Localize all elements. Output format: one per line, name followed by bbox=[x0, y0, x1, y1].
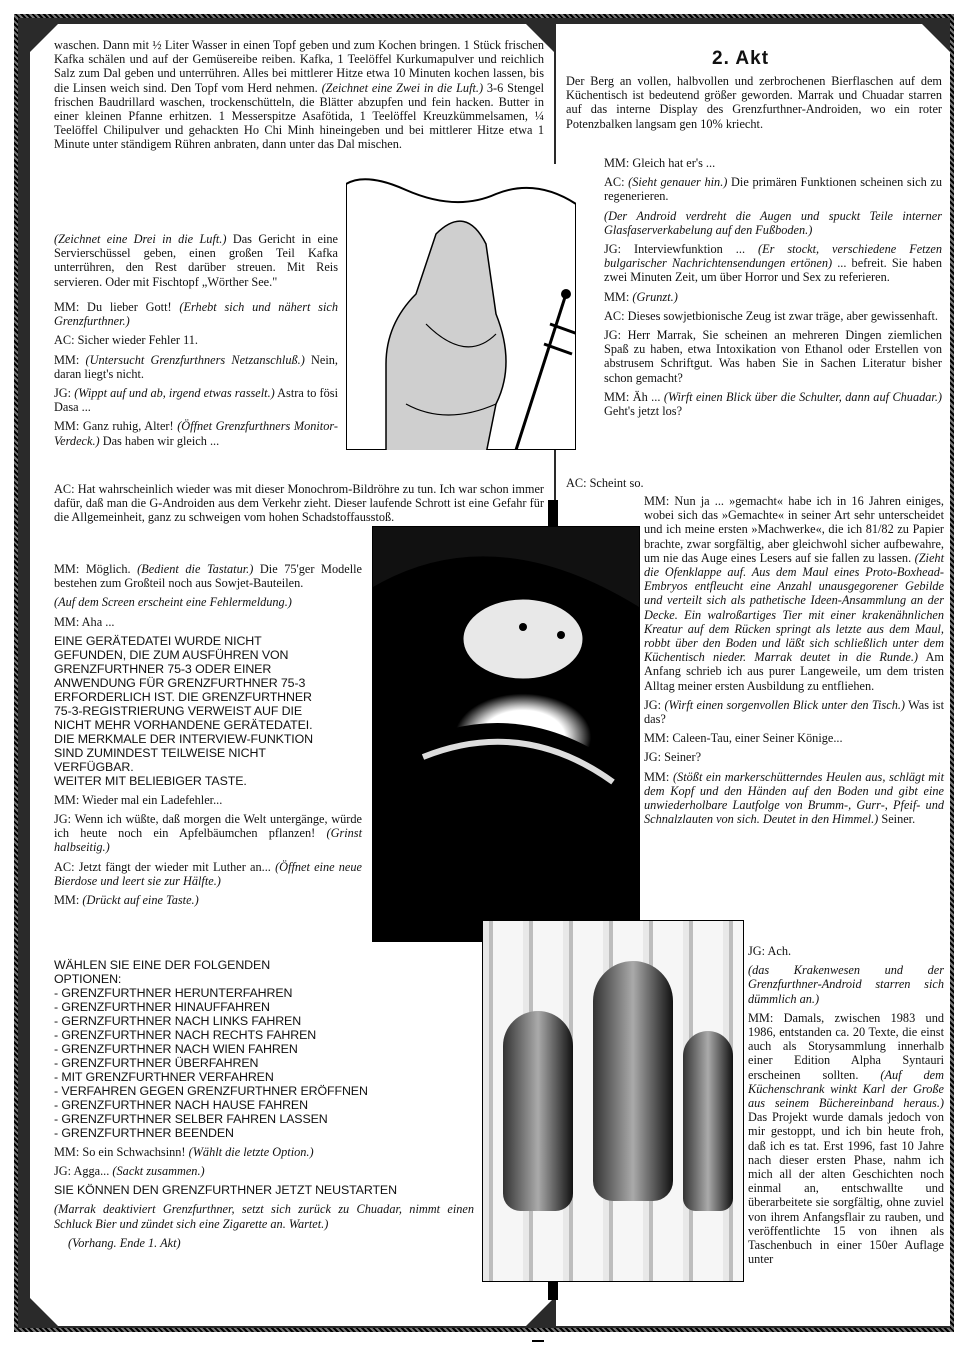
dialog-line-ac: AC: Scheint so. bbox=[566, 476, 644, 490]
act-2-dialog-bottom bbox=[748, 944, 944, 1271]
recipe-paragraph: Das Gericht in eine Servierschüssel geben, einen großen Teil Kafka unterrühren, den Rest darüber streuen. Mit Reis servieren. Oder mit Fischtopf „Wörther See." bbox=[54, 232, 338, 289]
dialog-line: JG: (Wirft einen sorgenvollen Blick unter den Tisch.) Was ist das? bbox=[644, 697, 944, 727]
dialog-line: (das Krakenwesen und der Grenzfurthner-Android starren sich dümmlich an.) bbox=[748, 963, 944, 1006]
dialog-block-3 bbox=[54, 562, 362, 912]
dialog-line: MM: Möglich. (Bedient die Tastatur.) Die 75'ger Modelle bestehen zum Großteil noch aus Sowjet-Bauteilen. bbox=[54, 562, 362, 591]
page-mark bbox=[532, 1340, 544, 1342]
dialog-line: JG: Ach. bbox=[748, 944, 792, 958]
dialog-line: AC: Dieses sowjetbionische Zeug ist zwar träge, aber gewissenhaft. bbox=[604, 308, 938, 323]
dialog-line: (Auf dem Screen erscheint eine Fehlermeldung.) bbox=[54, 595, 292, 610]
dialog-line: MM: So ein Schwachsinn! (Wählt die letzte Option.) bbox=[54, 1145, 314, 1159]
dialog-line: MM: Wieder mal ein Ladefehler... bbox=[54, 792, 223, 807]
dialog-line: AC: Sicher wieder Fehler 11. bbox=[54, 333, 198, 348]
dialog-block-1 bbox=[54, 300, 338, 453]
dialog-line: JG: Agga... (Sackt zusammen.) bbox=[54, 1164, 205, 1179]
dialog-block-2 bbox=[54, 482, 544, 530]
dialog-line: MM: Caleen-Tau, einer Seiner Könige... bbox=[644, 731, 843, 746]
dialog-line: MM: Nun ja ... »gemacht« habe ich in 16 Jahren einiges, wobei sich das »Gemachte« in seiner Art sehr unterscheidet und ich meine ersten »Machwerke«, die ich 81/82 zu Papier brachte, zwar sorgfältig, aber gleichwohl sicher aufbewahre, um nie das Auge eines Lesers auf sie fallen zu lassen. (Zieht die Ofenklappe auf. Aus dem Maul eines Proto-Boxhead-Embryos entfleucht eine Anzahl unausgegorener Gebilde und verteilt sich als pathetische Ideen-Ansammlung an der Decke. Ein walroßartiges Tier mit einer krakenähnlichen Kreatur auf dem Rücken springt als letzte aus dem Maul, robbt über den Boden und läßt sich schließlich unter dem Küchentisch nieder. Marrak deutet in die Runde.) Am Anfang schrieb ich aus purer Langeweile, um dem tristen Alltag meiner ersten Ausbildung zu entfliehen. bbox=[644, 494, 944, 693]
act-2-dialog-lower bbox=[644, 494, 944, 831]
stage-direction: (Zeichnet eine Drei in die Luft.) bbox=[54, 232, 227, 246]
recipe-paragraph: 3-6 Stengel frischen Baudrillard waschen, trockenschütteln, die Blätter abzupfen und fein hacken. Butter in einer kleinen Pfanne erhitzen. 1 Messerspitze Asafötida, 1 Teelöffel Kreuzkümmelsamen, ¼ Teelöffel Chilipulver und gehackten Ho Chi Minh hineingeben und bei mittlerer Hitze etwa 1 Minute unter ständigem Rühren anbraten, dann unter das Dal mischen. bbox=[54, 80, 545, 152]
curtain-note: (Vorhang. Ende 1. Akt) bbox=[68, 1235, 181, 1250]
act-title: 2. Akt bbox=[712, 48, 770, 69]
dialog-line: MM: Aha ... bbox=[54, 614, 115, 629]
dialog-line: MM: Ganz ruhig, Alter! (Öffnet Grenzfurthners Monitor-Verdeck.) Das haben wir gleich ... bbox=[54, 419, 338, 448]
dialog-line: MM: (Drückt auf eine Taste.) bbox=[54, 893, 199, 908]
stage-direction: (Zeichnet eine Zwei in die Luft.) bbox=[321, 80, 484, 95]
dialog-line: MM: Äh ... (Wirft einen Blick über die Schulter, dann auf Chuadar.) Geht's jetzt los? bbox=[604, 389, 942, 419]
dialog-line: JG: Wenn ich wüßte, daß morgen die Welt untergänge, würde ich heute noch ein Apfelbäumchen pflanzen! (Grinst halbseitig.) bbox=[54, 812, 363, 855]
dialog-line: AC: Jetzt fängt der wieder mit Luther an... (Öffnet eine neue Bierdose und leert sie zur Hälfte.) bbox=[54, 859, 362, 888]
dialog-line: JG: Seiner? bbox=[644, 750, 702, 765]
bottles-photo bbox=[482, 920, 744, 1282]
pope-illustration bbox=[346, 164, 576, 450]
dialog-line: JG: (Wippt auf und ab, irgend etwas rasselt.) Astra to fösi Dasa ... bbox=[54, 386, 338, 415]
dialog-line: AC: (Sieht genauer hin.) Die primären Funktionen scheinen sich zu regenerieren. bbox=[604, 175, 942, 204]
dialog-line: AC: Hat wahrscheinlich wieder was mit dieser Monochrom-Bildröhre zu tun. Ich war schon immer dafür, daß man die G-Androiden aus dem Verkehr zieht. Dieser laufende Schrott ist eine Gefahr für die Allgemeinheit, ganz zu schweigen vom hohen Schadstoffausstoß. bbox=[54, 482, 544, 525]
dialog-line: MM: (Untersucht Grenzfurthners Netzanschluß.) Nein, daran liegt's nicht. bbox=[54, 352, 339, 381]
stage-direction: (Marrak deaktiviert Grenzfurthner, setzt sich zurück zu Chuadar, nimmt einen Schluck Bier und zündet sich eine Zigarette an. Wartet.) bbox=[54, 1202, 474, 1231]
dialog-line: (Der Android verdreht die Augen und spuckt Teile interner Glasfaserverkabelung auf den Fußboden.) bbox=[604, 208, 942, 237]
dialog-line: MM: Damals, zwischen 1983 und 1986, entstanden ca. 20 Texte, die einst auch als Storysammlung innerhalb einer Edition Alpha Syntauri erscheinen sollten. (Auf dem Küchenschrank winkt Karl der Große aus seinem Büchereinband heraus.) Das Projekt wurde damals jedoch von mir gestoppt, und ich bin heute froh, daß ich es tat. Erst 1996, fast 10 Jahre nach dieser ersten Phase, nahm ich mich all der alten Geschichten noch einmal an, entschwallte und überarbeitete sie sorgfältig, ohne zuviel von ihrem Anfangsflair zu rauben, und veröffentlichte 15 von ihnen als Taschenbuch in einer 150er Auflage unter bbox=[748, 1010, 944, 1267]
act-2-dialog bbox=[604, 156, 942, 423]
act-2-intro: Der Berg an vollen, halbvollen und zerbrochenen Bierflaschen auf dem Küchentisch ist bedeutend größer geworden. Marrak und Chuadar starren auf das interne Display des Grenzfurthner-Androiden, wo ein roter Potenzbalken langsam gen 10% kriecht. bbox=[566, 74, 942, 131]
mouth-photo bbox=[372, 526, 640, 942]
recipe-paragraph: waschen. Dann mit ½ Liter Wasser in einen Topf geben und zum Kochen bringen. 1 Stück frischen Kafka schälen und auf der Gemüsereibe reiben. Kafka, 1 Teelöffel Kurkumapulver und reichlich Salz zum Dal geben und unterrühren. Alles bei mittlerer Hitze etwa 10 Minuten kochen lassen, bis die Linsen weich sind. Den Topf vom Herd nehmen. bbox=[54, 38, 544, 95]
recipe-text-narrow bbox=[54, 232, 338, 294]
dialog-line: JG: Interviewfunktion ... (Er stockt, verschiedene Fetzen bulgarischer Nachrichtensendungen ertönen) ... befreit. Sie haben zwei Minuten Zeit, um über Horror und Sex zu referieren. bbox=[604, 242, 942, 285]
recipe-text bbox=[54, 38, 544, 157]
dialog-line: MM: Gleich hat er's ... bbox=[604, 156, 716, 170]
option-menu: WÄHLEN SIE EINE DER FOLGENDEN OPTIONEN: - GRENZFURTHNER HERUNTERFAHREN - GRENZFURTHNER HINAUFFAHREN - GERNZFURTHNER NACH LINKS FAHREN - GRENZFURTHNER NACH RECHTS FAHREN - GRENZFURTHNER NACH WIEN FAHREN - GRENZFURTHNER ÜBERFAHREN - MIT GRENZFURTHNER VERFAHREN - VERFAHREN GEGEN GRENZFURTHNER ERÖFFNEN - GRENZFURTHNER NACH HAUSE FAHREN - GRENZFURTHNER SELBER FAHREN LASSEN - GRENZFURTHNER BEENDEN bbox=[54, 958, 368, 1140]
dialog-line: JG: Herr Marrak, Sie scheinen an mehreren Dingen ziemlichen Spaß zu haben, etwa Intoxikation von Ethanol oder Erstellen von abstrusem Schriftgut. Was haben Sie in Sachen Literatur bisher schon gemacht? bbox=[604, 328, 942, 385]
error-message: EINE GERÄTEDATEI WURDE NICHT GEFUNDEN, DIE ZUM AUSFÜHREN VON GRENZFURTHNER 75-3 ODER EINER ANWENDUNG FÜR GRENZFURTHNER 75-3 ERFORDERLICH IST. DIE GRENZFURTHNER 75-3-REGISTRIERUNG VERWEIST AUF DIE NICHT MEHR VORHANDENE GERÄTEDATEI. DIE MERKMALE DER INTERVIEW-FUNKTION SIND ZUMINDEST TEILWEISE NICHT VERFÜGBAR. WEITER MIT BELIEBIGER TASTE. bbox=[54, 633, 314, 788]
dialog-line: MM: (Stößt ein markerschütterndes Heulen aus, schlägt mit dem Kopf und den Händen auf den Boden und gibt eine unwiederholbare Lautfolge von Brumm-, Gurr-, Pfeif- und Schnalzlauten von sich. Deutet in den Himmel.) Seiner. bbox=[644, 769, 945, 827]
dialog-line: MM: Du lieber Gott! (Erhebt sich und nähert sich Grenzfurthner.) bbox=[54, 300, 338, 329]
dialog-line: MM: (Grunzt.) bbox=[604, 289, 678, 304]
dialog-block-4 bbox=[54, 958, 474, 1255]
restart-message: SIE KÖNNEN DEN GRENZFURTHNER JETZT NEUSTARTEN bbox=[54, 1183, 397, 1198]
